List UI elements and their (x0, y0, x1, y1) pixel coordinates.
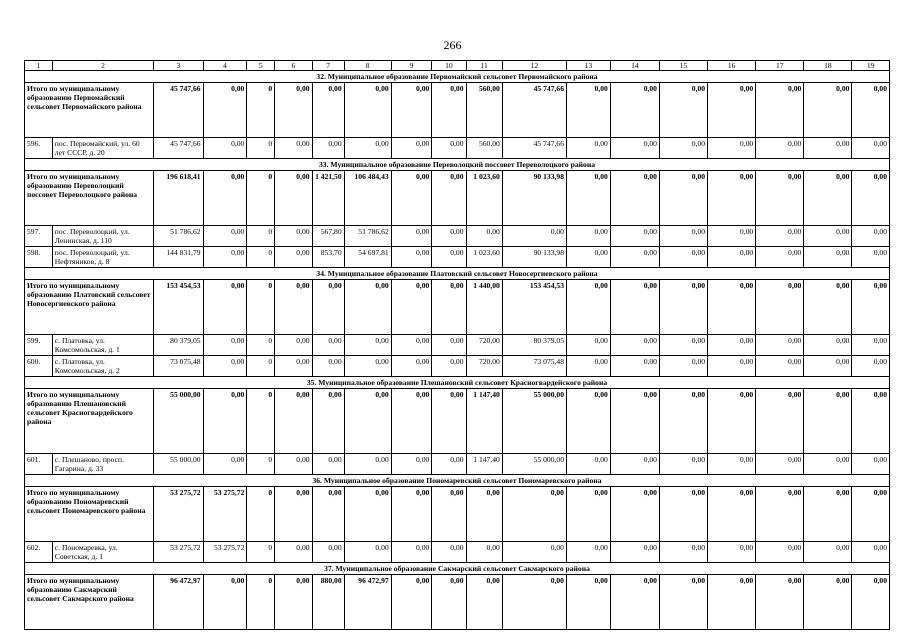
row-value: 567,80 (312, 226, 344, 247)
row-value: 0 (247, 226, 275, 247)
column-number: 4 (203, 61, 247, 71)
row-address: с. Пономаревка, ул. Советская, д. 1 (52, 542, 154, 563)
total-value: 106 484,43 (344, 171, 391, 226)
row-index: 598. (25, 247, 53, 268)
total-value: 0,00 (566, 389, 610, 454)
section-total-row (25, 575, 890, 630)
section-total-row (25, 83, 890, 138)
table-row (25, 247, 890, 268)
column-number: 1 (25, 61, 53, 71)
column-number: 2 (52, 61, 154, 71)
row-value: 0,00 (659, 247, 707, 268)
total-value: 0,00 (756, 171, 804, 226)
total-value: 0,00 (432, 171, 466, 226)
row-value: 0,00 (756, 356, 804, 377)
total-value: 0,00 (756, 575, 804, 630)
row-value: 0,00 (804, 138, 852, 159)
total-value: 0,00 (203, 280, 247, 335)
total-value: 96 472,97 (344, 575, 391, 630)
total-label: Итого по муниципальному образованию Плешановский сельсовет Красногвардейского района (25, 389, 154, 454)
row-value: 0,00 (312, 454, 344, 475)
column-number: 16 (708, 61, 756, 71)
row-value: 0,00 (312, 356, 344, 377)
row-value: 55 000,00 (154, 454, 203, 475)
total-value: 55 000,00 (154, 389, 203, 454)
column-number: 14 (610, 61, 659, 71)
total-value: 0,00 (432, 280, 466, 335)
row-value: 0,00 (391, 226, 432, 247)
total-value: 0,00 (432, 389, 466, 454)
total-value: 0,00 (852, 83, 890, 138)
row-value: 0,00 (432, 247, 466, 268)
row-value: 0,00 (610, 247, 659, 268)
total-value: 0,00 (756, 487, 804, 542)
row-address: с. Плешаново, просп. Гагарина, д. 33 (52, 454, 154, 475)
row-value: 0 (247, 542, 275, 563)
row-value: 0,00 (804, 356, 852, 377)
row-index: 600. (25, 356, 53, 377)
row-value: 0,00 (502, 226, 566, 247)
column-number: 15 (659, 61, 707, 71)
row-value: 0,00 (659, 335, 707, 356)
total-value: 0,00 (312, 280, 344, 335)
section-title-row (25, 159, 890, 171)
total-value: 0,00 (432, 487, 466, 542)
row-value: 0,00 (391, 542, 432, 563)
row-value: 0,00 (275, 226, 312, 247)
row-value: 0,00 (566, 335, 610, 356)
row-value: 90 133,98 (502, 247, 566, 268)
row-value: 0,00 (756, 335, 804, 356)
row-value: 45 747,66 (154, 138, 203, 159)
row-value: 0,00 (756, 138, 804, 159)
row-value: 720,00 (466, 356, 502, 377)
total-value: 0,00 (566, 171, 610, 226)
total-value: 1 440,00 (466, 280, 502, 335)
row-value: 0,00 (610, 356, 659, 377)
total-value: 0,00 (708, 83, 756, 138)
column-number: 3 (154, 61, 203, 71)
row-value: 0,00 (275, 454, 312, 475)
section-title-row (25, 268, 890, 280)
row-value: 0,00 (708, 138, 756, 159)
section-total-row (25, 487, 890, 542)
row-value: 720,00 (466, 335, 502, 356)
total-value: 153 454,53 (154, 280, 203, 335)
row-value: 0,00 (344, 542, 391, 563)
row-value: 0,00 (804, 454, 852, 475)
total-value: 55 000,00 (502, 389, 566, 454)
total-value: 0,00 (502, 575, 566, 630)
total-value: 0,00 (275, 280, 312, 335)
total-value: 0,00 (610, 83, 659, 138)
row-value: 0,00 (203, 356, 247, 377)
section-total-row (25, 171, 890, 226)
total-value: 0,00 (804, 389, 852, 454)
total-value: 0,00 (312, 487, 344, 542)
row-value: 0,00 (344, 138, 391, 159)
section-title-row (25, 563, 890, 575)
row-value: 0,00 (610, 454, 659, 475)
total-value: 0,00 (610, 280, 659, 335)
row-value: 0,00 (275, 542, 312, 563)
row-value: 1 023,60 (466, 247, 502, 268)
total-value: 0,00 (659, 280, 707, 335)
row-value: 0,00 (852, 226, 890, 247)
section-title-row (25, 71, 890, 83)
total-value: 0,00 (659, 575, 707, 630)
row-index: 596. (25, 138, 53, 159)
row-address: пос. Переволоцкий, ул. Ленинская, д. 110 (52, 226, 154, 247)
row-value: 0,00 (344, 356, 391, 377)
row-value: 0,00 (804, 226, 852, 247)
total-label: Итого по муниципальному образованию Переволоцкий поссовет Переволоцкого района (25, 171, 154, 226)
column-number: 13 (566, 61, 610, 71)
row-value: 1 147,40 (466, 454, 502, 475)
row-value: 0,00 (566, 542, 610, 563)
total-value: 0,00 (502, 487, 566, 542)
row-value: 51 786,62 (344, 226, 391, 247)
row-value: 0,00 (708, 356, 756, 377)
section-total-row (25, 280, 890, 335)
section-title-row (25, 377, 890, 389)
row-value: 0,00 (566, 247, 610, 268)
row-value: 0,00 (610, 226, 659, 247)
column-number: 7 (312, 61, 344, 71)
total-value: 0,00 (659, 487, 707, 542)
row-value: 0,00 (432, 138, 466, 159)
row-value: 0,00 (432, 454, 466, 475)
row-value: 0,00 (203, 138, 247, 159)
row-value: 0,00 (203, 247, 247, 268)
row-value: 0,00 (659, 226, 707, 247)
column-number: 11 (466, 61, 502, 71)
row-value: 0,00 (432, 542, 466, 563)
row-value: 0,00 (659, 454, 707, 475)
row-value: 0,00 (659, 542, 707, 563)
total-value: 1 147,40 (466, 389, 502, 454)
row-value: 80 379,05 (502, 335, 566, 356)
row-value: 0 (247, 138, 275, 159)
column-number: 17 (756, 61, 804, 71)
total-value: 0,00 (312, 83, 344, 138)
row-value: 0,00 (852, 247, 890, 268)
row-value: 0,00 (708, 454, 756, 475)
row-value: 0,00 (804, 247, 852, 268)
column-number: 6 (275, 61, 312, 71)
column-number: 18 (804, 61, 852, 71)
table-row (25, 542, 890, 563)
total-value: 0,00 (275, 389, 312, 454)
row-value: 73 075,48 (154, 356, 203, 377)
total-label: Итого по муниципальному образованию Первомайский сельсовет Первомайского района (25, 83, 154, 138)
total-value: 0,00 (610, 575, 659, 630)
total-value: 0,00 (756, 280, 804, 335)
row-value: 0,00 (391, 356, 432, 377)
report-body (25, 61, 890, 630)
section-title: 32. Муниципальное образование Первомайский сельсовет Первомайского района (25, 71, 890, 83)
total-value: 0,00 (432, 575, 466, 630)
total-value: 0,00 (852, 575, 890, 630)
total-value: 0,00 (708, 575, 756, 630)
table-row (25, 335, 890, 356)
row-value: 0,00 (756, 226, 804, 247)
column-number: 12 (502, 61, 566, 71)
row-value: 0,00 (566, 226, 610, 247)
total-label: Итого по муниципальному образованию Платовский сельсовет Новосергиевского района (25, 280, 154, 335)
total-value: 0,00 (610, 389, 659, 454)
column-number: 10 (432, 61, 466, 71)
total-value: 196 618,41 (154, 171, 203, 226)
row-value: 80 379,05 (154, 335, 203, 356)
row-value: 0,00 (391, 454, 432, 475)
row-value: 0,00 (391, 138, 432, 159)
total-value: 0,00 (708, 487, 756, 542)
total-value: 0,00 (756, 389, 804, 454)
row-value: 54 697,81 (344, 247, 391, 268)
row-value: 0,00 (275, 247, 312, 268)
total-value: 0,00 (344, 487, 391, 542)
total-value: 96 472,97 (154, 575, 203, 630)
total-value: 0,00 (659, 83, 707, 138)
total-label: Итого по муниципальному образованию Сакмарский сельсовет Сакмарского района (25, 575, 154, 630)
row-index: 597. (25, 226, 53, 247)
row-value: 0,00 (708, 226, 756, 247)
row-value: 0,00 (275, 356, 312, 377)
total-value: 0 (247, 575, 275, 630)
total-value: 0,00 (466, 575, 502, 630)
section-title: 35. Муниципальное образование Плешановский сельсовет Красногвардейского района (25, 377, 890, 389)
row-address: пос. Первомайский, ул. 60 лет СССР, д. 20 (52, 138, 154, 159)
section-title: 34. Муниципальное образование Платовский сельсовет Новосергиевского района (25, 268, 890, 280)
row-value: 0,00 (756, 454, 804, 475)
row-value: 0,00 (852, 335, 890, 356)
row-value: 0,00 (502, 542, 566, 563)
row-value: 0 (247, 356, 275, 377)
total-value: 0,00 (344, 280, 391, 335)
table-row (25, 356, 890, 377)
total-value: 0,00 (391, 487, 432, 542)
section-title: 37. Муниципальное образование Сакмарский сельсовет Сакмарского района (25, 563, 890, 575)
total-value: 0,00 (566, 487, 610, 542)
row-address: с. Платовка, ул. Комсомольская, д. 1 (52, 335, 154, 356)
row-value: 0,00 (344, 454, 391, 475)
total-label: Итого по муниципальному образованию Пономаревский сельсовет Пономаревского района (25, 487, 154, 542)
total-value: 0,00 (804, 171, 852, 226)
row-value: 73 075,48 (502, 356, 566, 377)
total-value: 0,00 (312, 389, 344, 454)
total-value: 0,00 (203, 575, 247, 630)
column-number: 9 (391, 61, 432, 71)
total-value: 0,00 (391, 171, 432, 226)
row-value: 0,00 (708, 335, 756, 356)
report-table (24, 60, 890, 630)
row-value: 0,00 (659, 356, 707, 377)
row-value: 0,00 (203, 335, 247, 356)
total-value: 0,00 (275, 487, 312, 542)
total-value: 0,00 (391, 575, 432, 630)
row-value: 0,00 (852, 454, 890, 475)
total-value: 45 747,66 (502, 83, 566, 138)
column-number: 19 (852, 61, 890, 71)
row-value: 51 786,62 (154, 226, 203, 247)
total-value: 0,00 (610, 171, 659, 226)
total-value: 0,00 (659, 389, 707, 454)
total-value: 0,00 (391, 280, 432, 335)
row-value: 0,00 (203, 226, 247, 247)
total-value: 45 747,66 (154, 83, 203, 138)
row-value: 0,00 (344, 335, 391, 356)
row-value: 0,00 (852, 138, 890, 159)
row-value: 0,00 (312, 542, 344, 563)
row-value: 0,00 (659, 138, 707, 159)
row-value: 0,00 (275, 335, 312, 356)
column-number: 8 (344, 61, 391, 71)
total-value: 0,00 (610, 487, 659, 542)
total-value: 0,00 (852, 171, 890, 226)
row-value: 0,00 (756, 542, 804, 563)
total-value: 0,00 (852, 389, 890, 454)
row-value: 0,00 (804, 335, 852, 356)
total-value: 0 (247, 487, 275, 542)
section-total-row (25, 389, 890, 454)
total-value: 0,00 (708, 171, 756, 226)
row-address: пос. Переволоцкий, ул. Нефтяников, д. 8 (52, 247, 154, 268)
table-row (25, 226, 890, 247)
total-value: 0,00 (566, 280, 610, 335)
row-value: 0,00 (466, 542, 502, 563)
total-value: 0,00 (344, 83, 391, 138)
total-value: 0,00 (466, 487, 502, 542)
column-number-row (25, 61, 890, 71)
total-value: 0,00 (708, 280, 756, 335)
row-value: 0,00 (852, 542, 890, 563)
total-value: 0,00 (275, 83, 312, 138)
row-value: 0,00 (312, 335, 344, 356)
row-value: 0,00 (610, 335, 659, 356)
total-value: 53 275,72 (203, 487, 247, 542)
row-index: 602. (25, 542, 53, 563)
row-value: 560,00 (466, 138, 502, 159)
row-index: 599. (25, 335, 53, 356)
section-title: 36. Муниципальное образование Пономаревский сельсовет Пономаревского района (25, 475, 890, 487)
total-value: 0,00 (432, 83, 466, 138)
total-value: 153 454,53 (502, 280, 566, 335)
row-value: 0,00 (566, 454, 610, 475)
row-value: 0,00 (432, 226, 466, 247)
total-value: 0,00 (852, 280, 890, 335)
row-value: 0,00 (804, 542, 852, 563)
row-value: 53 275,72 (203, 542, 247, 563)
row-value: 144 831,79 (154, 247, 203, 268)
total-value: 0 (247, 389, 275, 454)
column-number: 5 (247, 61, 275, 71)
total-value: 0,00 (203, 171, 247, 226)
row-value: 0,00 (852, 356, 890, 377)
row-value: 0,00 (756, 247, 804, 268)
total-value: 0,00 (852, 487, 890, 542)
row-value: 55 000,00 (502, 454, 566, 475)
total-value: 1 023,60 (466, 171, 502, 226)
row-value: 0,00 (391, 335, 432, 356)
row-value: 0 (247, 454, 275, 475)
total-value: 0,00 (275, 171, 312, 226)
row-value: 0,00 (312, 138, 344, 159)
row-value: 0,00 (708, 542, 756, 563)
section-title-row (25, 475, 890, 487)
total-value: 0,00 (756, 83, 804, 138)
total-value: 0 (247, 171, 275, 226)
total-value: 1 421,50 (312, 171, 344, 226)
total-value: 880,00 (312, 575, 344, 630)
section-title: 33. Муниципальное образование Переволоцкий поссовет Переволоцкого района (25, 159, 890, 171)
row-value: 0,00 (566, 138, 610, 159)
row-index: 601. (25, 454, 53, 475)
table-row (25, 454, 890, 475)
total-value: 0 (247, 280, 275, 335)
row-value: 0,00 (708, 247, 756, 268)
row-value: 45 747,66 (502, 138, 566, 159)
row-value: 0,00 (203, 454, 247, 475)
total-value: 0,00 (275, 575, 312, 630)
total-value: 0,00 (203, 83, 247, 138)
row-value: 0,00 (566, 356, 610, 377)
row-value: 0,00 (610, 542, 659, 563)
total-value: 0,00 (566, 575, 610, 630)
total-value: 0 (247, 83, 275, 138)
total-value: 0,00 (804, 575, 852, 630)
total-value: 0,00 (804, 487, 852, 542)
page-number: 266 (443, 38, 462, 52)
total-value: 0,00 (203, 389, 247, 454)
row-address: с. Платовка, ул. Комсомольская, д. 2 (52, 356, 154, 377)
total-value: 0,00 (344, 389, 391, 454)
row-value: 0,00 (275, 138, 312, 159)
total-value: 0,00 (708, 389, 756, 454)
row-value: 0 (247, 335, 275, 356)
row-value: 0,00 (466, 226, 502, 247)
row-value: 0,00 (391, 247, 432, 268)
row-value: 0,00 (610, 138, 659, 159)
row-value: 0 (247, 247, 275, 268)
row-value: 0,00 (432, 335, 466, 356)
table-row (25, 138, 890, 159)
total-value: 0,00 (391, 83, 432, 138)
total-value: 0,00 (659, 171, 707, 226)
total-value: 0,00 (804, 280, 852, 335)
total-value: 560,00 (466, 83, 502, 138)
row-value: 0,00 (432, 356, 466, 377)
total-value: 53 275,72 (154, 487, 203, 542)
total-value: 0,00 (804, 83, 852, 138)
total-value: 90 133,98 (502, 171, 566, 226)
total-value: 0,00 (391, 389, 432, 454)
total-value: 0,00 (566, 83, 610, 138)
row-value: 853,70 (312, 247, 344, 268)
row-value: 53 275,72 (154, 542, 203, 563)
